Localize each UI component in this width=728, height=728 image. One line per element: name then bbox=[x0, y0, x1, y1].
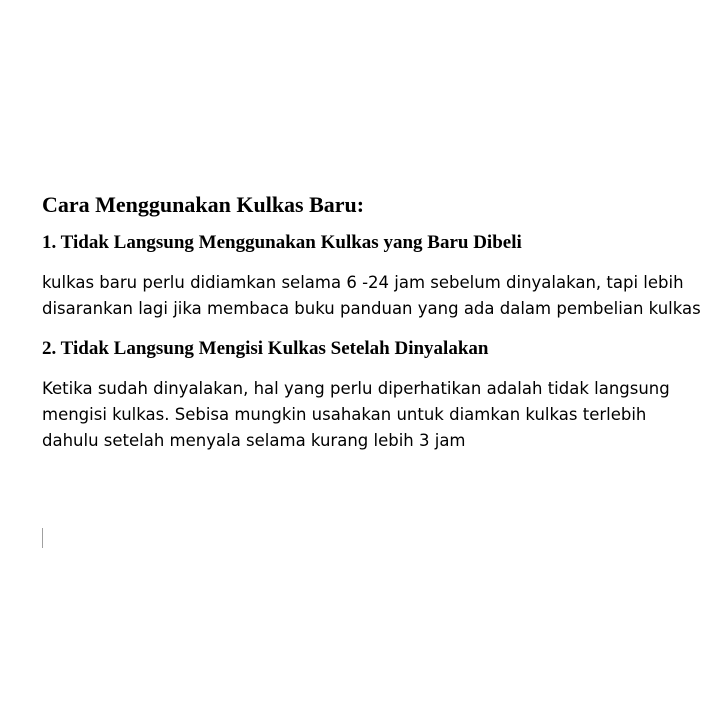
paragraph-line: Ketika sudah dinyalakan, hal yang perlu diperhatikan adalah tidak langsung bbox=[42, 379, 670, 398]
section-heading-1: 1. Tidak Langsung Menggunakan Kulkas yang Baru Dibeli bbox=[42, 232, 522, 253]
paragraph-line: mengisi kulkas. Sebisa mungkin usahakan untuk diamkan kulkas terlebih bbox=[42, 405, 647, 424]
section-paragraph-1 bbox=[42, 270, 712, 322]
paragraph-line: disarankan lagi jika membaca buku panduan yang ada dalam pembelian kulkas bbox=[42, 299, 701, 318]
document-title: Cara Menggunakan Kulkas Baru: bbox=[42, 192, 365, 217]
text-cursor[interactable] bbox=[42, 528, 43, 548]
document-body bbox=[42, 190, 712, 468]
section-heading-2: 2. Tidak Langsung Mengisi Kulkas Setelah Dinyalakan bbox=[42, 338, 489, 359]
paragraph-line: dahulu setelah menyala selama kurang lebih 3 jam bbox=[42, 431, 466, 450]
paragraph-line: kulkas baru perlu didiamkan selama 6 -24 jam sebelum dinyalakan, tapi lebih bbox=[42, 273, 684, 292]
section-paragraph-2 bbox=[42, 376, 712, 454]
